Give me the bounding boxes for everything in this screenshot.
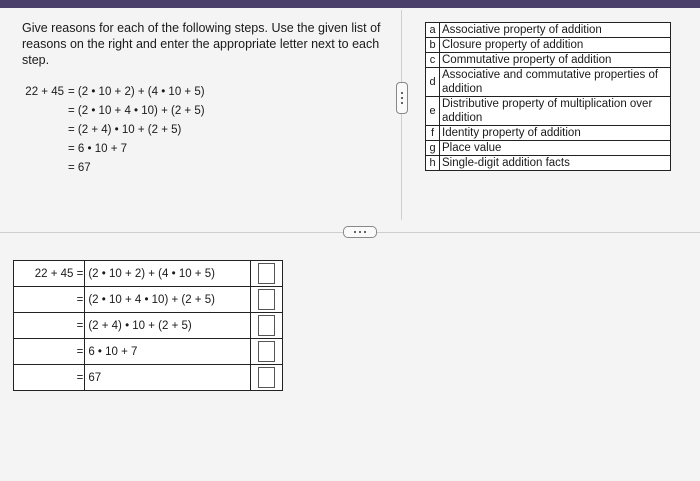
- handle-dot-icon: [401, 92, 403, 94]
- answer-row: [14, 287, 283, 313]
- reason-letter: e: [426, 97, 440, 126]
- handle-dot-icon: [364, 231, 366, 233]
- answer-cell: [251, 313, 283, 339]
- step-rhs: = 6 • 10 + 7: [68, 143, 128, 155]
- handle-dot-icon: [354, 231, 356, 233]
- reason-letter: a: [426, 23, 440, 38]
- step-lhs: [22, 102, 68, 121]
- vertical-resize-handle[interactable]: [396, 82, 408, 114]
- reason-text: Closure property of addition: [440, 38, 671, 53]
- answer-table: [13, 260, 283, 391]
- reason-row: [426, 97, 671, 126]
- worked-steps: [22, 83, 205, 178]
- reason-row: [426, 53, 671, 68]
- answer-lhs: 22 + 45 =: [14, 261, 85, 287]
- panel-divider: [401, 10, 402, 220]
- answer-expression: (2 + 4) • 10 + (2 + 5): [85, 313, 251, 339]
- reason-text: Single-digit addition facts: [440, 156, 671, 171]
- answer-input[interactable]: [258, 289, 275, 310]
- reasons-table: [425, 22, 671, 171]
- step-rhs: = (2 • 10 + 2) + (4 • 10 + 5): [68, 86, 205, 98]
- reason-letter: g: [426, 141, 440, 156]
- answer-lhs: =: [14, 339, 85, 365]
- reason-text: Place value: [440, 141, 671, 156]
- reason-text: Associative property of addition: [440, 23, 671, 38]
- answer-input[interactable]: [258, 341, 275, 362]
- step-rhs: = (2 + 4) • 10 + (2 + 5): [68, 124, 182, 136]
- answer-cell: [251, 365, 283, 391]
- reason-letter: c: [426, 53, 440, 68]
- top-bar: [0, 0, 700, 8]
- step-row: [22, 140, 205, 159]
- step-lhs: 22 + 45: [25, 86, 64, 98]
- step-rhs: = (2 • 10 + 4 • 10) + (2 + 5): [68, 105, 205, 117]
- answer-input[interactable]: [258, 315, 275, 336]
- answer-row: [14, 313, 283, 339]
- reason-text: Identity property of addition: [440, 126, 671, 141]
- answer-row: [14, 261, 283, 287]
- reason-row: [426, 38, 671, 53]
- step-row: [22, 102, 205, 121]
- answer-expression: (2 • 10 + 4 • 10) + (2 + 5): [85, 287, 251, 313]
- answer-lhs: =: [14, 365, 85, 391]
- answer-expression: 6 • 10 + 7: [85, 339, 251, 365]
- step-row: [22, 83, 205, 102]
- answer-expression: 67: [85, 365, 251, 391]
- answer-lhs: =: [14, 313, 85, 339]
- answer-lhs: =: [14, 287, 85, 313]
- handle-dot-icon: [359, 231, 361, 233]
- reason-row: [426, 141, 671, 156]
- instructions-text: Give reasons for each of the following steps. Use the given list of reasons on the right and enter the appropriate letter next to each step.: [22, 21, 381, 67]
- reason-row: [426, 68, 671, 97]
- answer-cell: [251, 261, 283, 287]
- horizontal-resize-handle[interactable]: [343, 226, 377, 238]
- step-row: [22, 159, 205, 178]
- answer-expression: (2 • 10 + 2) + (4 • 10 + 5): [85, 261, 251, 287]
- answer-input[interactable]: [258, 367, 275, 388]
- answer-row: [14, 365, 283, 391]
- step-row: [22, 121, 205, 140]
- reason-text: Associative and commutative properties of addition: [440, 68, 671, 97]
- handle-dot-icon: [401, 97, 403, 99]
- answer-cell: [251, 339, 283, 365]
- reason-text: Distributive property of multiplication over addition: [440, 97, 671, 126]
- reason-letter: f: [426, 126, 440, 141]
- reason-text: Commutative property of addition: [440, 53, 671, 68]
- reason-row: [426, 156, 671, 171]
- step-lhs: [22, 140, 68, 159]
- reason-row: [426, 126, 671, 141]
- answer-row: [14, 339, 283, 365]
- answer-cell: [251, 287, 283, 313]
- reason-letter: b: [426, 38, 440, 53]
- reason-letter: h: [426, 156, 440, 171]
- handle-dot-icon: [401, 102, 403, 104]
- step-lhs: [22, 121, 68, 140]
- answer-input[interactable]: [258, 263, 275, 284]
- reason-row: [426, 23, 671, 38]
- reason-letter: d: [426, 68, 440, 97]
- step-lhs: [22, 159, 68, 178]
- step-rhs: = 67: [68, 162, 91, 174]
